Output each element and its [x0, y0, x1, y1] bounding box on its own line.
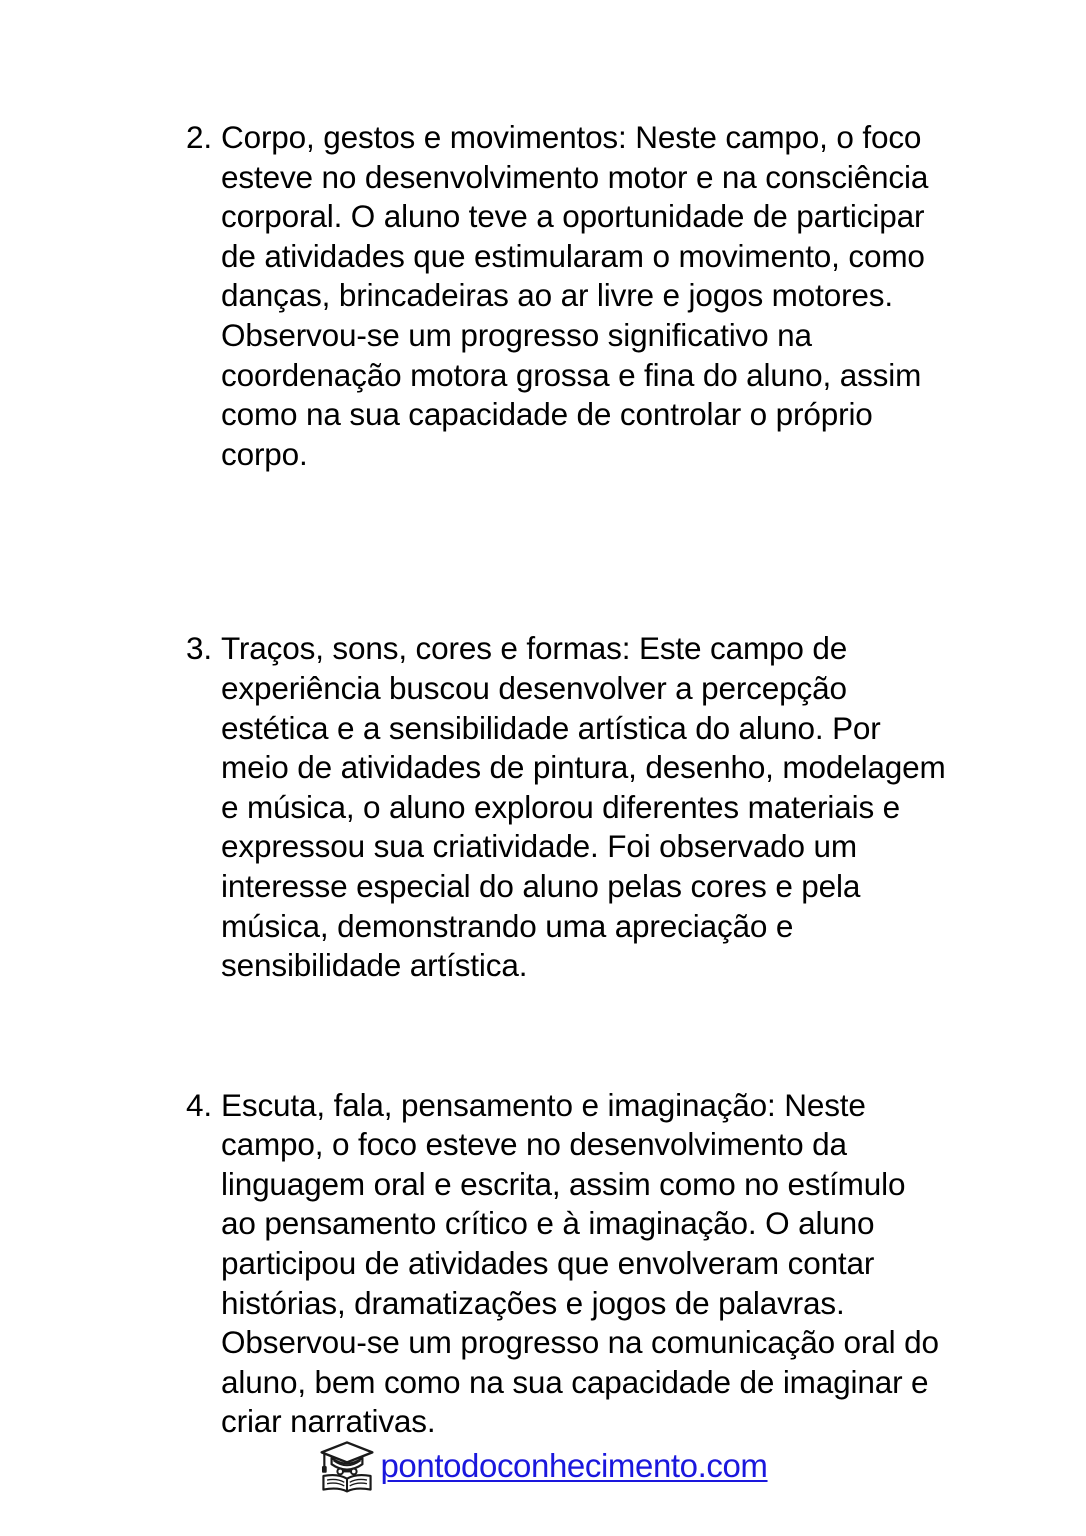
list-item-number: 4.: [186, 1086, 212, 1123]
list-item: [186, 629, 946, 985]
site-url-link[interactable]: pontodoconhecimento.com: [380, 1447, 768, 1484]
paragraph-spacer: [186, 986, 946, 1086]
list-item: [186, 1086, 946, 1442]
paragraph-spacer: [186, 474, 946, 629]
footer-branding: [318, 1437, 767, 1495]
list-item-text: Escuta, fala, pensamento e imaginação: Neste campo, o foco esteve no desenvolvimento da linguagem oral e escrita, assim como no estímulo ao pensamento crítico e à imaginação. O aluno participou de atividades que envolveram contar histórias, dramatizações e jogos de palavras. Observou-se um progresso na comunicação oral do aluno, bem como na sua capacidade de imaginar e criar narrativas.: [221, 1086, 939, 1440]
page-footer: [0, 1437, 1086, 1495]
list-item-text: Corpo, gestos e movimentos: Neste campo, o foco esteve no desenvolvimento motor e na consciência corporal. O aluno teve a oportunidade de participar de atividades que estimularam o movimento, como danças, brincadeiras ao ar livre e jogos motores. Observou-se um progresso significativo na coordenação motora grossa e fina do aluno, assim como na sua capacidade de controlar o próprio corpo.: [221, 119, 929, 472]
numbered-list: [186, 118, 946, 1442]
graduation-cap-book-icon: [318, 1437, 376, 1495]
list-item-number: 3.: [186, 630, 212, 667]
list-item-number: 2.: [186, 119, 212, 155]
list-item: [186, 118, 946, 474]
list-item-text: Traços, sons, cores e formas: Este campo de experiência buscou desenvolver a percepção estética e a sensibilidade artística do aluno. Por meio de atividades de pintura, desenho, modelagem e música, o aluno explorou diferentes materiais e expressou sua criatividade. Foi observado um interesse especial do aluno pelas cores e pela música, demonstrando uma apreciação e sensibilidade artística.: [221, 630, 946, 984]
